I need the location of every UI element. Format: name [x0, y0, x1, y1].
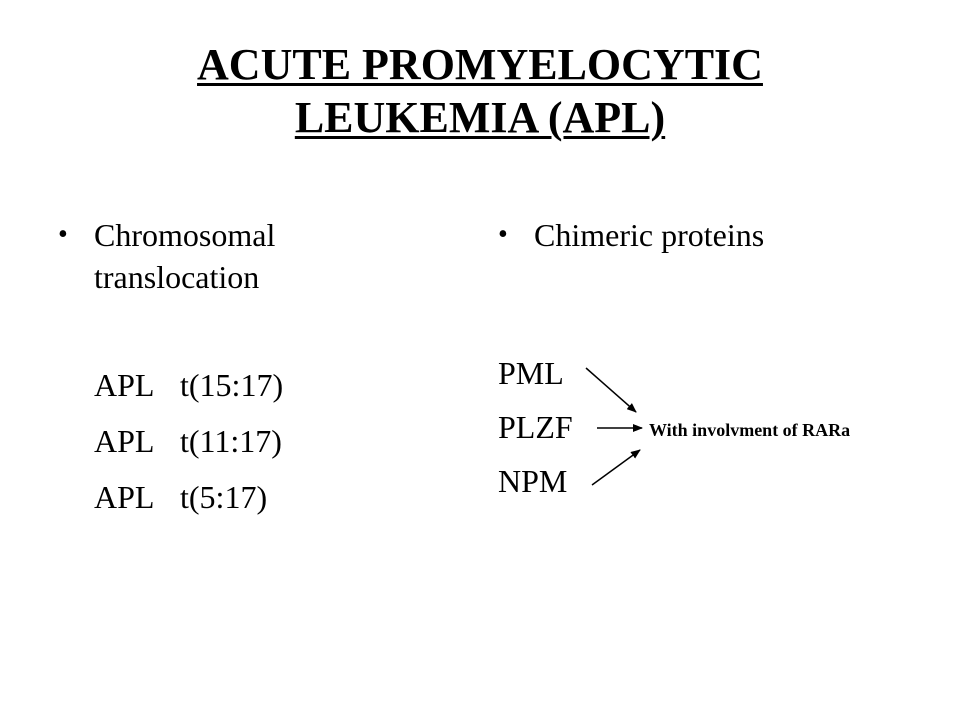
translocation-item [94, 420, 282, 462]
rara-involvement-label: With involvment of RARa [649, 420, 851, 440]
bullet-marker: • [58, 219, 68, 250]
translocation-name: APL [94, 367, 155, 403]
arrow-pml [586, 368, 636, 412]
translocation-value: t(11:17) [180, 423, 282, 459]
translocation-value: t(15:17) [180, 367, 284, 403]
bullet-text: Chimeric proteins [534, 217, 765, 253]
slide-title [0, 38, 960, 144]
translocation-item [94, 364, 283, 406]
bullet-chromosomal-translocation [58, 214, 418, 304]
translocation-name: APL [94, 479, 155, 515]
bullet-text-line-1: Chromosomal [94, 217, 276, 253]
arrow-npm [592, 450, 640, 485]
bullet-marker: • [498, 219, 508, 250]
protein-pml: PML [498, 355, 564, 391]
bullet-text [94, 214, 275, 298]
translocation-name: APL [94, 423, 155, 459]
bullet-text-line-2: translocation [94, 259, 260, 295]
bullet-chimeric-proteins [498, 214, 898, 259]
translocation-value: t(5:17) [180, 479, 268, 515]
protein-plzf: PLZF [498, 409, 573, 445]
slide-title-line-1: ACUTE PROMYELOCYTIC [197, 40, 763, 89]
slide-title-line-2: LEUKEMIA (APL) [294, 93, 666, 142]
translocation-item [94, 476, 267, 518]
protein-npm: NPM [498, 463, 568, 499]
